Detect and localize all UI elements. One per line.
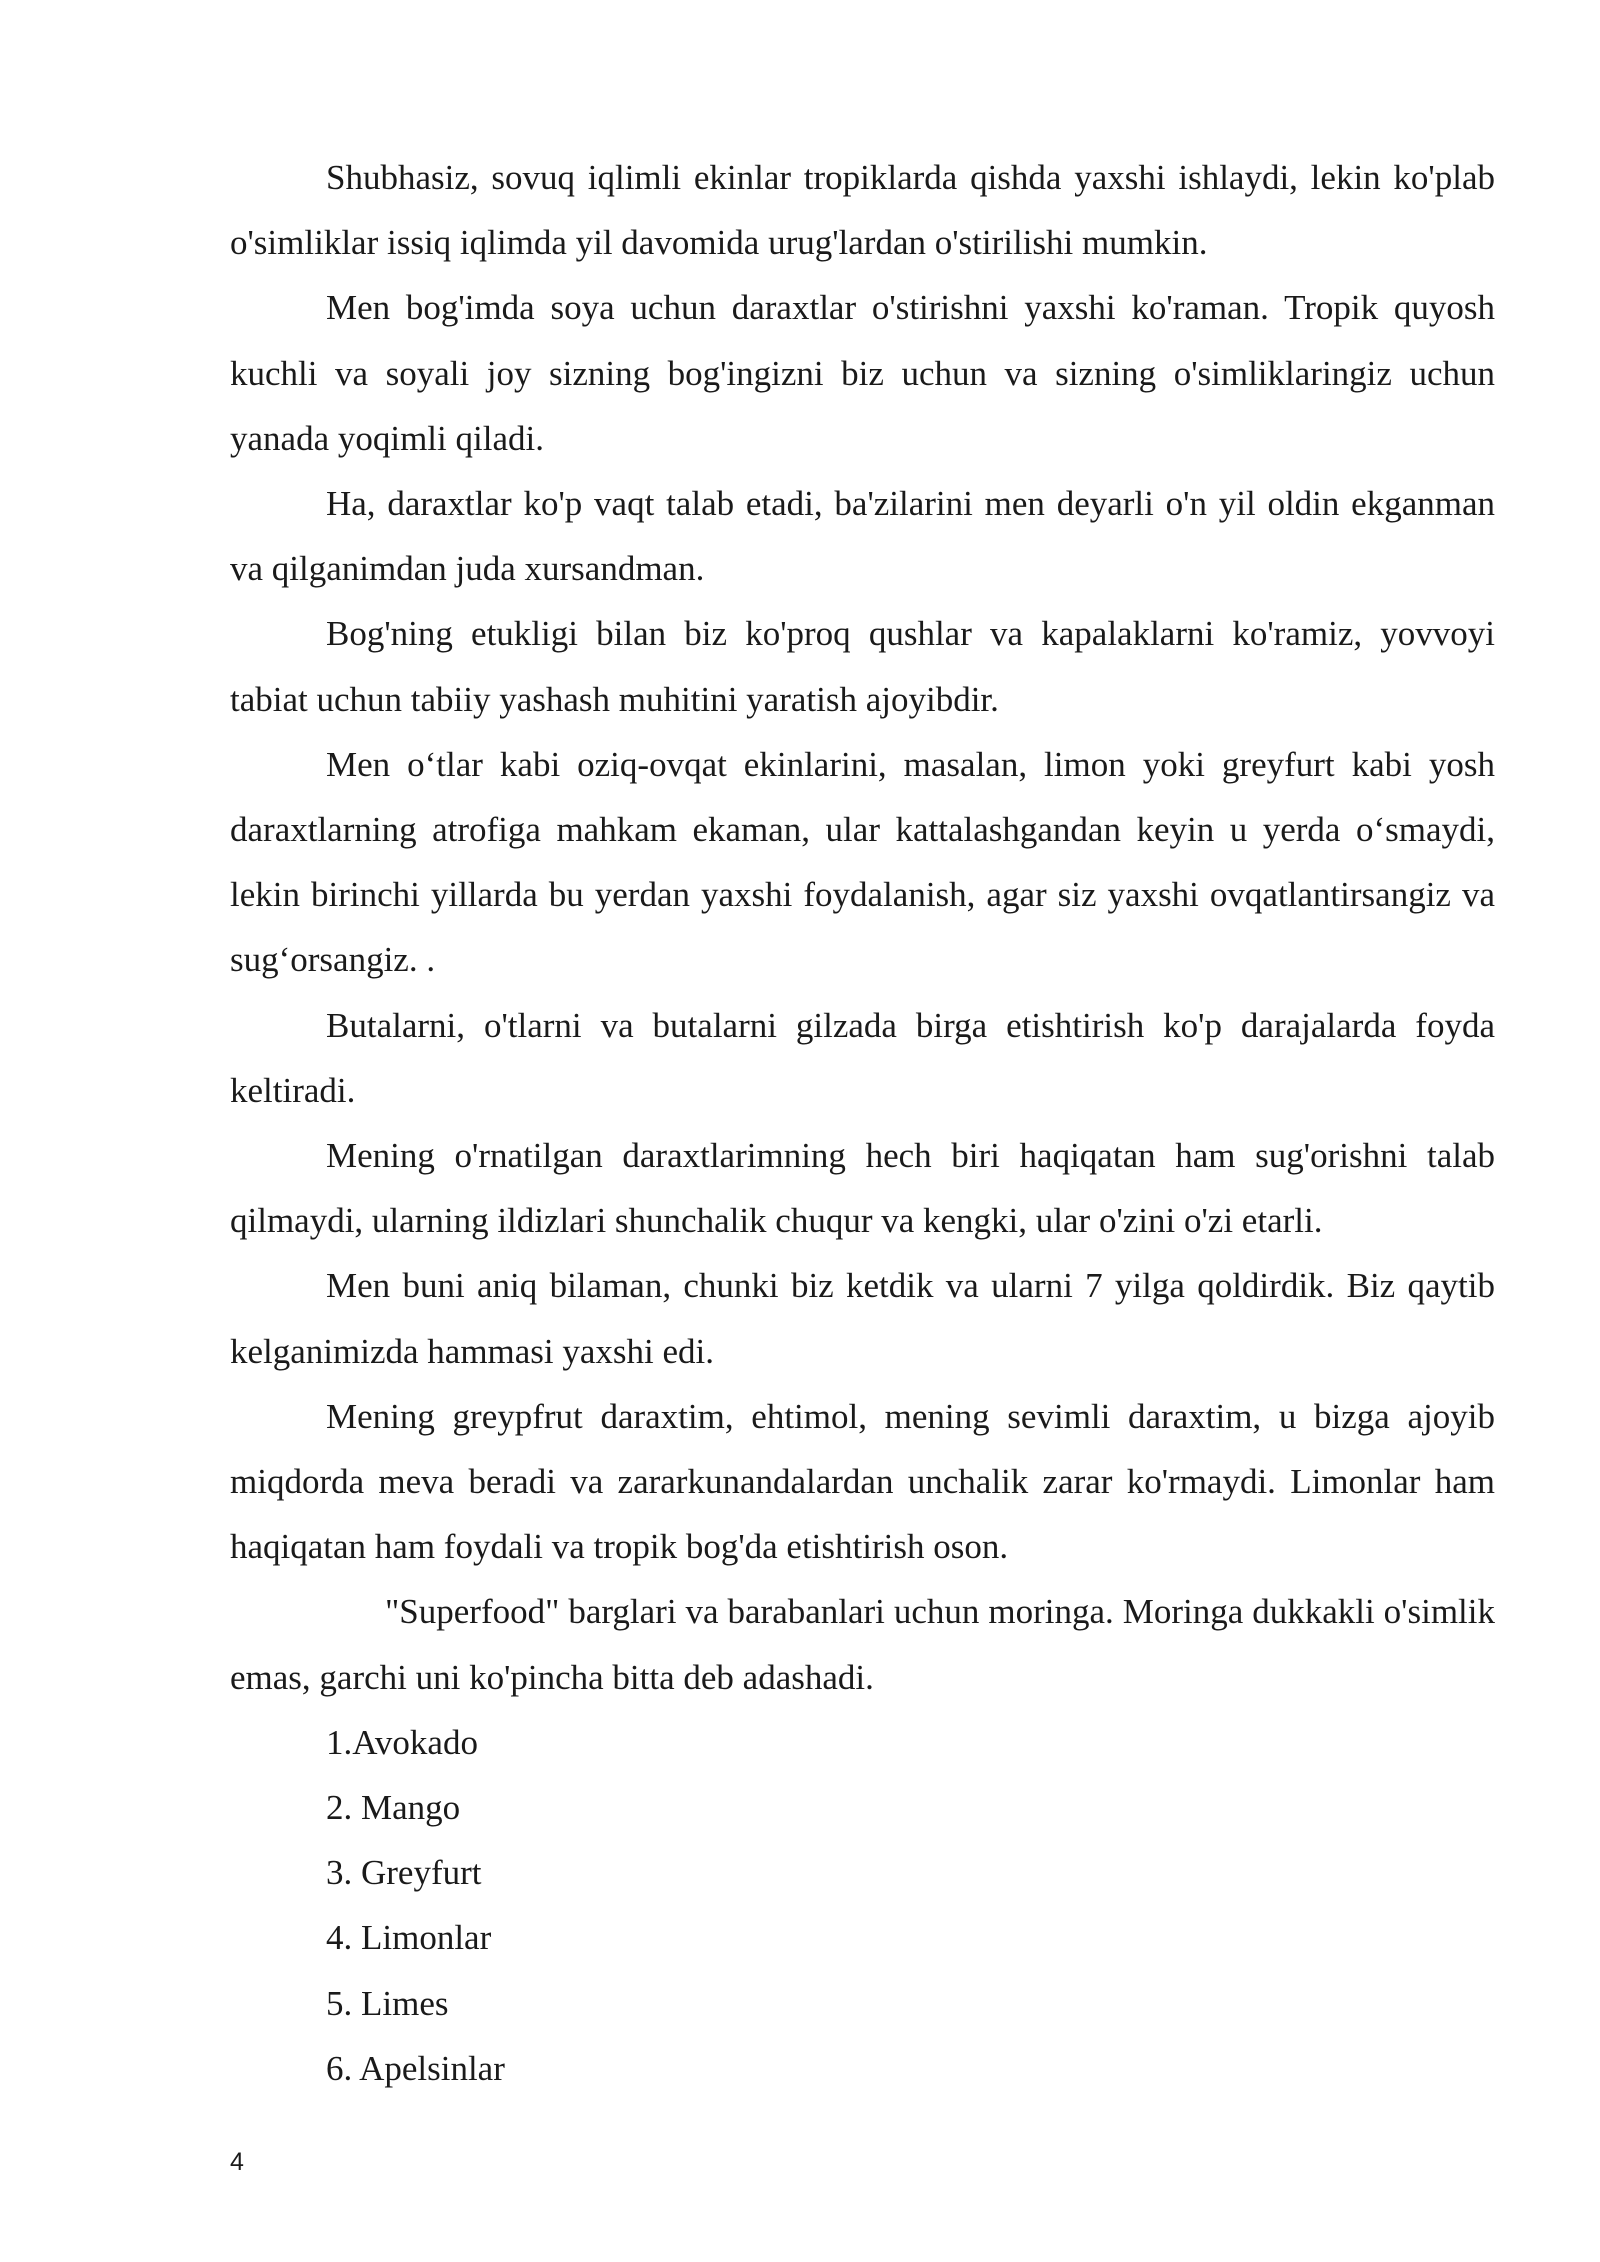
page-number: 4	[230, 2148, 244, 2176]
body-paragraph: Men o‘tlar kabi oziq-ovqat ekinlarini, masalan, limon yoki greyfurt kabi yosh daraxtlarning atrofiga mahkam ekaman, ular kattalashgandan keyin u yerda o‘smaydi, lekin birinchi yillarda bu yerdan yaxshi foydalanish, agar siz yaxshi ovqatlantirsangiz va sug‘orsangiz. .	[230, 744, 1495, 980]
body-paragraph: Butalarni, o'tlarni va butalarni gilzada birga etishtirish ko'p darajalarda foyda keltiradi.	[230, 1005, 1495, 1110]
body-paragraph: Bog'ning etukligi bilan biz ko'proq qushlar va kapalaklarni ko'ramiz, yovvoyi tabiat uchun tabiiy yashash muhitini yaratish ajoyibdir.	[230, 614, 1495, 719]
list-item: 5. Limes	[326, 1983, 449, 2023]
tree-list	[230, 1710, 1495, 2101]
list-item: 3. Greyfurt	[326, 1853, 482, 1893]
body-paragraph: "Superfood" barglari va barabanlari uchun moringa. Moringa dukkakli o'simlik emas, garchi uni ko'pincha bitta deb adashadi.	[230, 1592, 1495, 1697]
body-paragraph: Men buni aniq bilaman, chunki biz ketdik va ularni 7 yilga qoldirdik. Biz qaytib kelganimizda hammasi yaxshi edi.	[230, 1266, 1495, 1371]
body-paragraph: Shubhasiz, sovuq iqlimli ekinlar tropiklarda qishda yaxshi ishlaydi, lekin ko'plab o'simliklar issiq iqlimda yil davomida urug'lardan o'stirilishi mumkin.	[230, 158, 1495, 263]
list-item: 1.Avokado	[326, 1722, 478, 1762]
body-paragraph: Men bog'imda soya uchun daraxtlar o'stirishni yaxshi ko'raman. Tropik quyosh kuchli va soyali joy sizning bog'ingizni biz uchun va sizning o'simliklaringiz uchun yanada yoqimli qiladi.	[230, 288, 1495, 458]
body-paragraph: Ha, daraxtlar ko'p vaqt talab etadi, ba'zilarini men deyarli o'n yil oldin ekganman va qilganimdan juda xursandman.	[230, 484, 1495, 589]
list-item: 6. Apelsinlar	[326, 2048, 505, 2088]
body-paragraph: Mening greypfrut daraxtim, ehtimol, mening sevimli daraxtim, u bizga ajoyib miqdorda meva beradi va zararkunandalardan unchalik zarar ko'rmaydi. Limonlar ham haqiqatan ham foydali va tropik bog'da etishtirish oson.	[230, 1396, 1495, 1567]
list-item: 4. Limonlar	[326, 1918, 492, 1958]
body-paragraph: Mening o'rnatilgan daraxtlarimning hech biri haqiqatan ham sug'orishni talab qilmaydi, ularning ildizlari shunchalik chuqur va kengki, ular o'zini o'zi etarli.	[230, 1136, 1495, 1241]
document-page	[230, 145, 1495, 2101]
list-item: 2. Mango	[326, 1788, 461, 1828]
